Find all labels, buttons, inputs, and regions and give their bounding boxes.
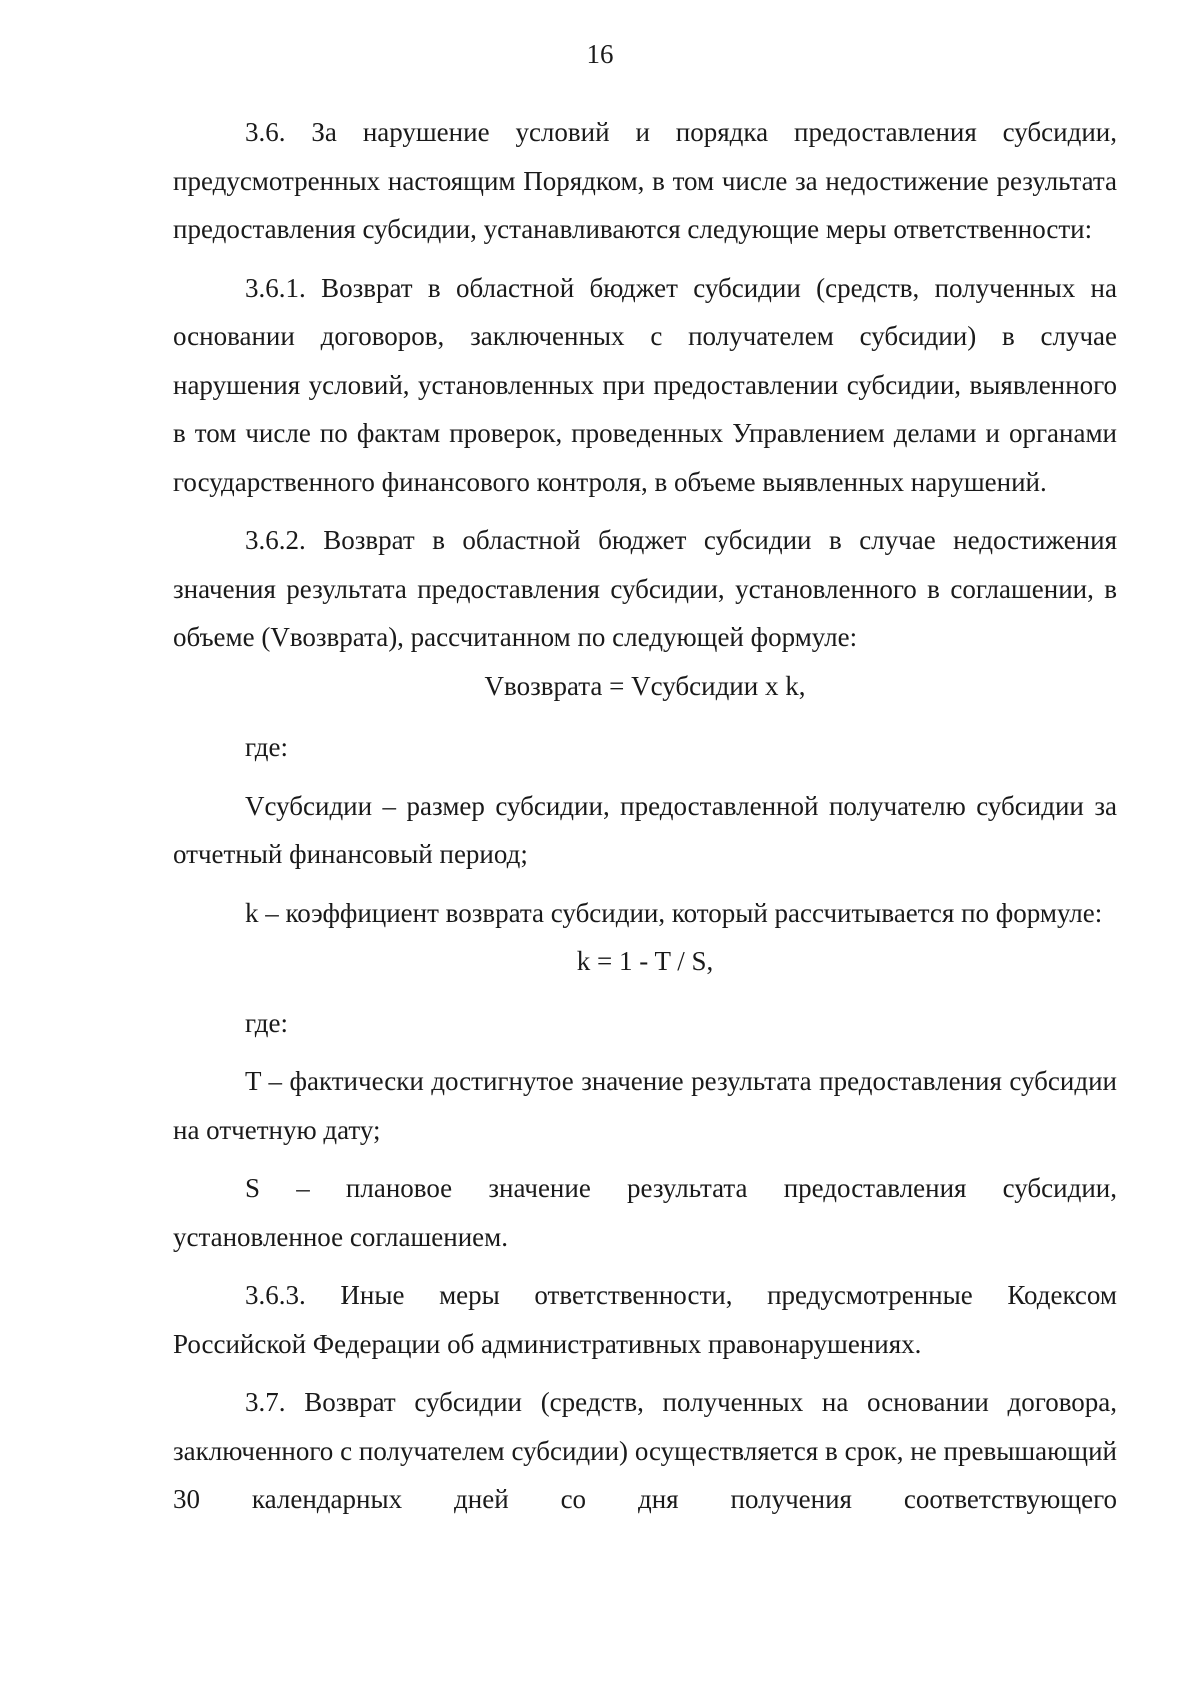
paragraph-3-6-1: 3.6.1. Возврат в областной бюджет субсидии (средств, полученных на основании договоров, заключенных с получателем субсидии) в случае нарушения условий, установленных при предоставлении субсидии, выявленного в том числе по фактам проверок, проведенных Управлением делами и органами государственного финансового контроля, в объеме выявленных нарушений. bbox=[173, 272, 1117, 497]
page-number: 16 bbox=[586, 39, 614, 69]
formula-coefficient-k: k = 1 - T / S, bbox=[576, 946, 714, 976]
where-label-1: где: bbox=[245, 732, 288, 762]
paragraph-3-7: 3.7. Возврат субсидии (средств, полученных на основании договора, заключенного с получателем субсидии) осуществляется в срок, не превышающий 30 календарных дней со дня получения соответствующего bbox=[173, 1387, 1117, 1514]
document-body bbox=[173, 108, 1117, 1524]
paragraph-3-6: 3.6. За нарушение условий и порядка предоставления субсидии, предусмотренных настоящим Порядком, в том числе за недостижение результата предоставления субсидии, устанавливаются следующие меры ответственности: bbox=[173, 117, 1117, 244]
paragraph-3-6-2: 3.6.2. Возврат в областной бюджет субсидии в случае недостижения значения результата предоставления субсидии, установленного в соглашении, в объеме (Vвозврата), рассчитанном по следующей формуле: bbox=[173, 525, 1117, 652]
definition-vsubsidii: Vсубсидии – размер субсидии, предоставленной получателю субсидии за отчетный финансовый период; bbox=[173, 790, 1117, 869]
definition-s: S – плановое значение результата предоставления субсидии, установленное соглашением. bbox=[173, 1173, 1117, 1252]
definition-t: T – фактически достигнутое значение результата предоставления субсидии на отчетную дату; bbox=[173, 1066, 1117, 1145]
formula-return-volume: Vвозврата = Vсубсидии x k, bbox=[484, 670, 806, 701]
where-label-2: где: bbox=[245, 1007, 288, 1038]
definition-k: k – коэффициент возврата субсидии, который рассчитывается по формуле: bbox=[245, 897, 1103, 928]
paragraph-3-6-3: 3.6.3. Иные меры ответственности, предусмотренные Кодексом Российской Федерации об административных правонарушениях. bbox=[173, 1280, 1117, 1359]
